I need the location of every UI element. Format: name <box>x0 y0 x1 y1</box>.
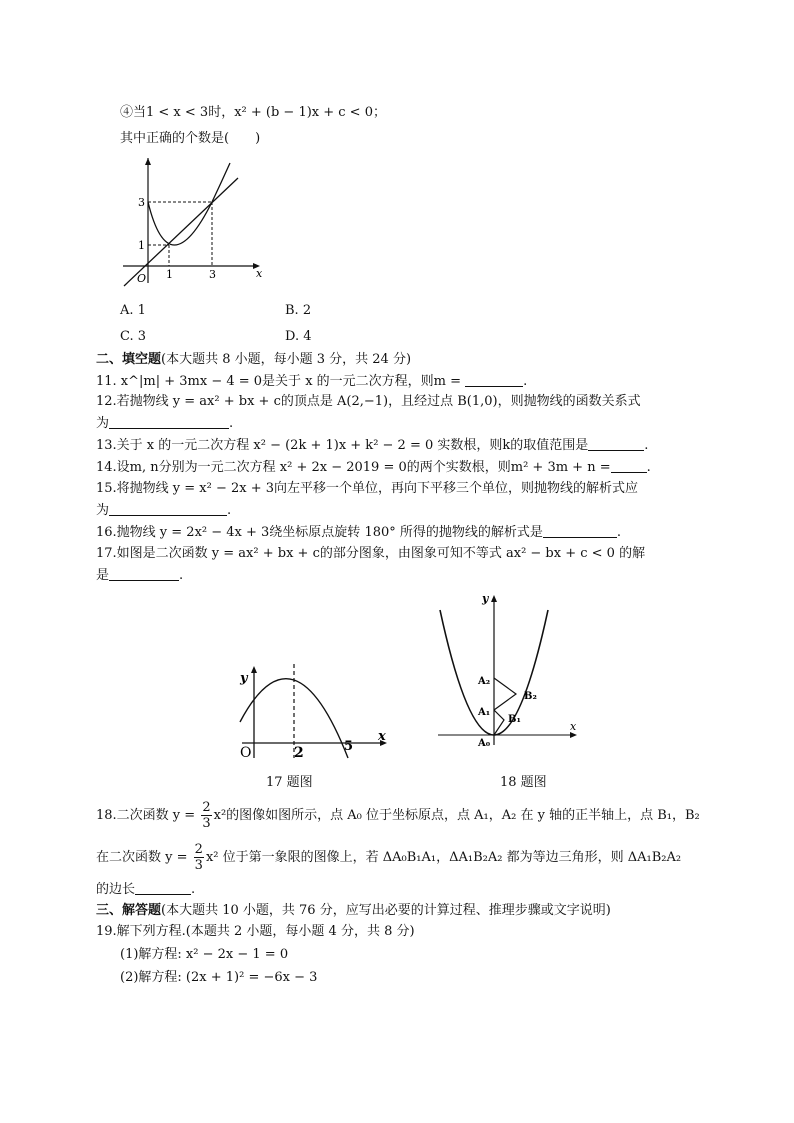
q16-text: 16.抛物线 y = 2x² − 4x + 3绕坐标原点旋转 180° 所得的抛物线的解析式是 <box>96 525 543 540</box>
q10-ask: 其中正确的个数是( ) <box>120 131 261 146</box>
q10-graph <box>118 158 268 290</box>
q13-period: . <box>644 438 649 453</box>
q18-line1 <box>96 800 700 832</box>
q16-period: . <box>616 525 622 540</box>
q17-line2 <box>96 566 183 585</box>
q11-text: 11. x^|m| + 3mx − 4 = 0是关于 x 的一元二次方程，则m = <box>96 374 462 389</box>
g-xaxis: x <box>256 267 263 280</box>
q12-wei: 为 <box>96 416 110 431</box>
f18-b1: B₁ <box>508 714 521 725</box>
q17-period: . <box>179 568 184 583</box>
q19-part1: (1)解方程: x² − 2x − 1 = 0 <box>120 947 289 962</box>
section2-title: 二、填空题 <box>96 352 162 367</box>
option-c: C. 3 <box>120 329 147 344</box>
frac-den-b: 3 <box>194 858 203 873</box>
q15-wei: 为 <box>96 503 110 518</box>
f17-x: x <box>378 729 386 744</box>
q14-period: . <box>646 460 651 475</box>
q11 <box>96 372 527 391</box>
g-x1: 1 <box>166 268 173 281</box>
q16-blank[interactable] <box>543 523 617 538</box>
section2-heading <box>96 351 411 369</box>
section3-desc: (本大题共 10 小题，共 76 分，应写出必要的计算过程、推理步骤或文字说明) <box>161 903 611 918</box>
f17-2: 2 <box>294 745 304 761</box>
figure-18 <box>430 590 580 750</box>
q17-shi: 是 <box>96 568 110 583</box>
q18-post1: x²的图像如图所示，点 A₀ 位于坐标原点，点 A₁，A₂ 在 y 轴的正半轴上，点 B₁，B₂ <box>213 808 700 823</box>
g-origin: O <box>137 272 147 285</box>
f18-a0: A₀ <box>478 738 491 749</box>
q12-blank[interactable] <box>109 414 229 429</box>
q18-period: . <box>191 882 196 897</box>
figure-17 <box>232 660 392 770</box>
f18-a2: A₂ <box>478 676 491 687</box>
section3-heading <box>96 902 611 920</box>
f18-a1: A₁ <box>478 707 491 718</box>
f17-y: y <box>240 671 248 686</box>
q18-line2 <box>96 842 681 874</box>
g-y3: 3 <box>138 196 145 209</box>
caption-17: 17 题图 <box>266 775 313 790</box>
q15-period: . <box>227 503 232 518</box>
f17-o: O <box>240 745 252 761</box>
q18-post2: x² 位于第一象限的图像上，若 ΔA₀B₁A₁，ΔA₁B₂A₂ 都为等边三角形，则 ΔA₁B₂A₂ <box>205 850 682 865</box>
f17-5: 5 <box>344 739 354 754</box>
q14 <box>96 458 651 477</box>
section2-desc: (本大题共 8 小题，每小题 3 分，共 24 分) <box>161 352 412 367</box>
q19-part2: (2)解方程: (2x + 1)² = −6x − 3 <box>120 970 318 985</box>
frac-num: 2 <box>202 800 211 815</box>
q12-line2 <box>96 414 233 433</box>
q18-pre2: 在二次函数 y = <box>96 850 188 865</box>
q16 <box>96 523 621 542</box>
g-y1: 1 <box>138 239 145 252</box>
q12-line1: 12.若抛物线 y = ax² + bx + c的顶点是 A(2,−1)，且经过点 B(1,0)，则抛物线的函数关系式 <box>96 394 641 409</box>
option-d: D. 4 <box>285 329 312 344</box>
q13-blank[interactable] <box>588 436 644 451</box>
q17-blank[interactable] <box>109 566 179 581</box>
q12-period: . <box>229 416 234 431</box>
section3-title: 三、解答题 <box>96 903 162 918</box>
q17-line1: 17.如图是二次函数 y = ax² + bx + c的部分图象，由图象可知不等式 ax² − bx + c < 0 的解 <box>96 546 646 561</box>
q14-blank[interactable] <box>611 458 647 473</box>
caption-18: 18 题图 <box>500 775 547 790</box>
frac-num-b: 2 <box>194 842 203 857</box>
q18-bianchang: 的边长 <box>96 882 136 897</box>
q15-blank[interactable] <box>109 501 227 516</box>
q18-blank[interactable] <box>135 880 191 895</box>
q19-header: 19.解下列方程.(本题共 2 小题，每小题 4 分，共 8 分) <box>96 924 415 939</box>
f18-y: y <box>482 592 489 605</box>
frac-2-3-b <box>194 842 204 873</box>
q13 <box>96 436 648 455</box>
q18-pre1: 18.二次函数 y = <box>96 808 196 823</box>
q11-blank[interactable] <box>465 372 523 387</box>
g-x3: 3 <box>209 268 216 281</box>
q10-item4: ④当1 < x < 3时，x² + (b − 1)x + c < 0； <box>120 105 386 120</box>
q15-line1: 15.将抛物线 y = x² − 2x + 3向左平移一个单位，再向下平移三个单位，则抛物线的解析式应 <box>96 481 639 496</box>
option-b: B. 2 <box>285 303 312 318</box>
frac-2-3 <box>201 800 211 831</box>
q13-text: 13.关于 x 的一元二次方程 x² − (2k + 1)x + k² − 2 = 0 实数根，则k的取值范围是 <box>96 438 589 453</box>
f18-b2: B₂ <box>524 691 537 702</box>
q14-text: 14.设m, n分别为一元二次方程 x² + 2x − 2019 = 0的两个实数根，则m² + 3m + n = <box>96 460 611 475</box>
q18-line3 <box>96 880 195 899</box>
q11-period: . <box>523 374 528 389</box>
q15-line2 <box>96 501 231 520</box>
f18-x: x <box>570 720 577 733</box>
frac-den: 3 <box>202 816 211 831</box>
option-a: A. 1 <box>120 303 146 318</box>
